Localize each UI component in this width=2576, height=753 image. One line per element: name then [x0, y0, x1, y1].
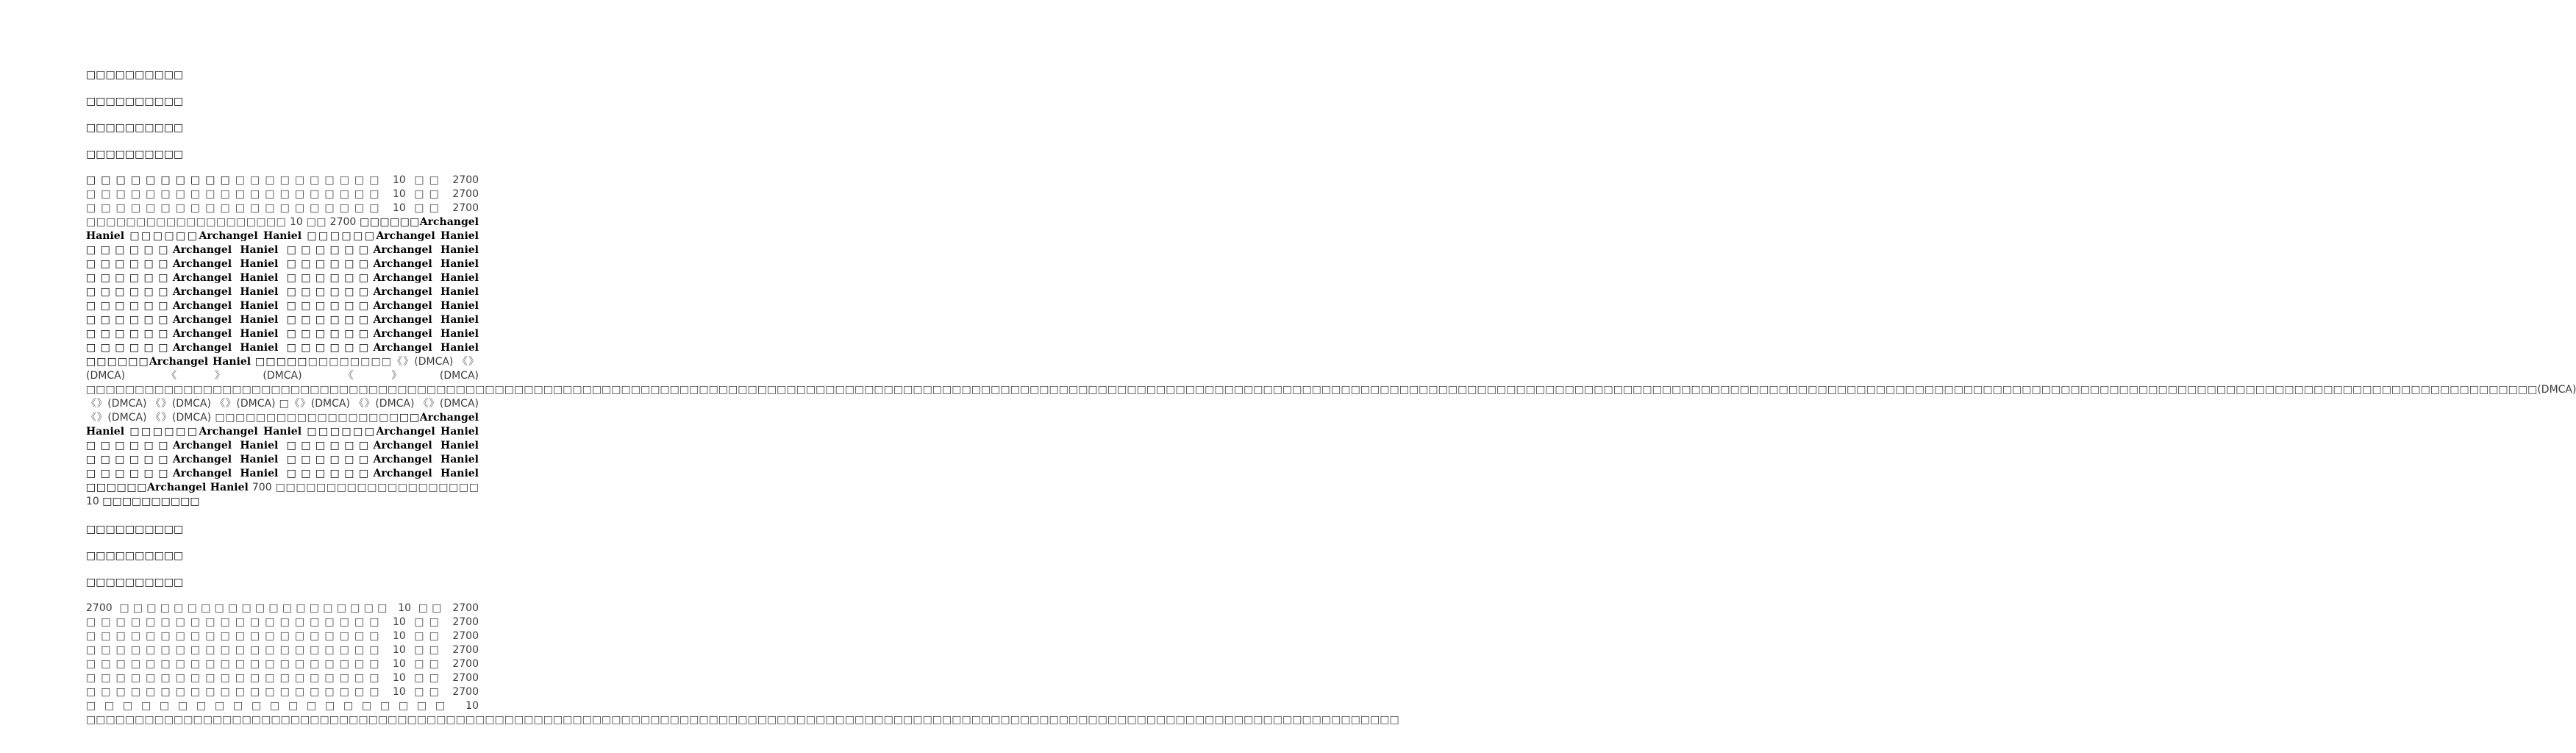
paragraph-text: 700 □□□□□□□□□□□□□□□□□□□□ 10 [86, 482, 479, 507]
heading: □□□□□□□□□□ [86, 122, 184, 134]
body-paragraph: 2700 □□□□□□□□□□□□□□□□□□□□ 10 □□ 2700 □□□□□□□□□□□□□□□□□□□□ 10 □□ 2700 □□□□□□□□□□□□□□□□□□□□ 10 □□ 2700 □□□□□□□□□□□□□□□□□□□□ 10 □□ 2700 □□□□□□□□□□□□□□□□□□□□ 10 □□ 2700 □□□□□□□□□□□□□□□□□□□□ 10 □□ 2700 □□□□□□□□□□□□□□□□□□□□ 10 □□ 2700 □□□□□□□□□□□□□□□□□□□□ 10 □□□□□□□□□□□□□□□□□□□□□□□□□□□□□□□□□□□□□□□□□□□□□□□□□□□□□□□□□□□□□□□□□□□□□□□□□□□□□□□□□□□□□□□□□□□□□□□□□□□□□□□□□□□□□□□□□□□□□□□□□□□□□□□□□□□□□□□ [86, 602, 1399, 726]
heading: □□□□□□□□□□ [86, 149, 184, 160]
heading: □□□□□□□□□□ [86, 550, 184, 562]
paragraph-bold-text: □□Archangel Haniel □□□□□□Archangel Haniel □□□□□□Archangel Haniel □□□□□□Archangel Haniel □□□□□□Archangel Haniel □□□□□□Archangel Haniel □□□□□□Archangel Haniel □□□□□□Archangel Haniel □□□□□□Archangel Haniel □□□□□□Archangel Haniel [86, 412, 479, 493]
paragraph-text: □□□□□□□□□□ 10 □□ 2700 □□□□□□□□□□□□□□□□□□□□ 10 □□ 2700 □□□□□□□□□□□□□□□□□□□□ 10 □□ 2700 □□□□□□□□□□□□□□□□□□□□ 10 □□ 2700 [86, 174, 479, 228]
body-paragraph [86, 174, 2576, 509]
heading: □□□□□□□□□□ [86, 524, 184, 535]
heading: □□□□□□□□□□ [86, 577, 184, 588]
paragraph-tail: □□□□□□□□□□ [102, 496, 200, 507]
paragraph-text: □□□□□□□□《》(DMCA) 《》(DMCA) 《》(DMCA) 《》(DMCA) □□□□□□□□□□□□□□□□□□□□□□□□□□□□□□□□□□□□□□□□□□□□□□□□□□□□□□□□□□□□□□□□□□□□□□□□□□□□□□□□□□□□□□□□□□□□□□□□□□□□□□□□□□□□□□□□□□□□□□□□□□□□□□□□□□□□□□□□□□□□□□□□□□□□□□□□□□□□□□□□□□□□□□□□□□□□□□□□□□□□□□□□□□□□□□□□□□□□□□□□□□□□□□□□□□□□□□□□□□□□□□□□□□□□□□□□□□□□□□□□□□□□□□□□□□□□(DMCA) 《》(DMCA) 《》(DMCA) 《》(DMCA) □《》(DMCA) 《》(DMCA) 《》(DMCA) 《》(DMCA) 《》(DMCA) □□□□□□□□□□□□□□□□□□ [86, 356, 2576, 424]
heading: □□□□□□□□□□ [86, 69, 184, 81]
paragraph-lead: □□□□□□□□□□ [86, 174, 235, 186]
paragraph-bold-text: □□□□□□Archangel Haniel □□□□□□Archangel Haniel □□□□□□Archangel Haniel □□□□□□Archangel Haniel □□□□□□Archangel Haniel □□□□□□Archangel Haniel □□□□□□Archangel Haniel □□□□□□Archangel Haniel □□□□□□Archangel Haniel □□□□□□Archangel Haniel □□□□□□Archangel Haniel □□□□□□Archangel Haniel □□□□□□Archangel Haniel □□□□□□Archangel Haniel □□□□□□Archangel Haniel □□□□□□Archangel Haniel □□□□□□Archangel Haniel □□□□□□Archangel Haniel □□□□□□Archangel Haniel □□□□□□Archangel Haniel □□□□□ [86, 216, 479, 368]
heading: □□□□□□□□□□ [86, 96, 184, 107]
